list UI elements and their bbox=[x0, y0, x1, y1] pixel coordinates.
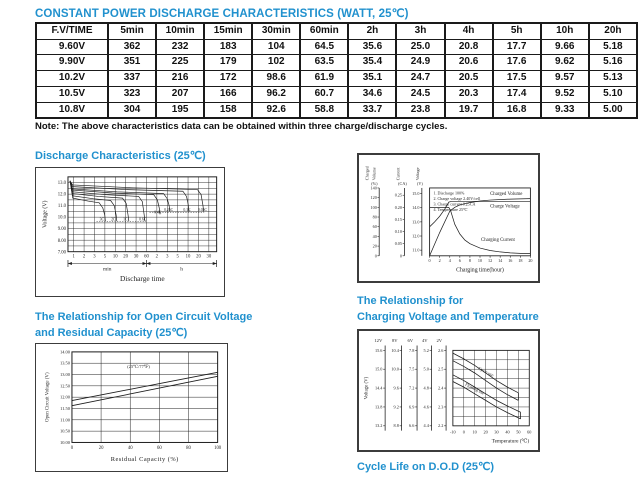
svg-text:2.3: 2.3 bbox=[438, 404, 444, 410]
svg-text:8.8: 8.8 bbox=[393, 423, 399, 429]
svg-text:1. Discharge 100%: 1. Discharge 100% bbox=[433, 190, 465, 196]
svg-text:6.9: 6.9 bbox=[409, 404, 415, 410]
table-cell: 166 bbox=[204, 86, 252, 102]
table-cell: 225 bbox=[156, 55, 204, 71]
column-header: 4h bbox=[445, 23, 493, 39]
column-header: 10min bbox=[156, 23, 204, 39]
svg-text:140: 140 bbox=[370, 185, 377, 191]
table-cell: 9.33 bbox=[541, 102, 589, 118]
svg-text:16: 16 bbox=[508, 258, 513, 264]
svg-text:10: 10 bbox=[185, 254, 191, 260]
svg-text:Volume: Volume bbox=[371, 167, 377, 181]
column-header: 10h bbox=[541, 23, 589, 39]
svg-text:30: 30 bbox=[133, 254, 139, 260]
column-header: F.V/TIME bbox=[36, 23, 108, 39]
svg-text:13.8: 13.8 bbox=[374, 404, 383, 410]
svg-text:10: 10 bbox=[112, 254, 118, 260]
svg-text:min: min bbox=[103, 266, 112, 273]
table-cell: 35.1 bbox=[348, 71, 396, 87]
svg-text:10.00: 10.00 bbox=[60, 439, 70, 445]
svg-text:(%): (%) bbox=[371, 181, 378, 187]
svg-text:30: 30 bbox=[494, 429, 499, 435]
row-header: 9.90V bbox=[36, 55, 108, 71]
svg-text:18: 18 bbox=[518, 258, 523, 264]
svg-text:2.4: 2.4 bbox=[438, 385, 444, 391]
svg-text:40: 40 bbox=[505, 429, 510, 435]
svg-text:5: 5 bbox=[103, 254, 107, 260]
svg-text:10: 10 bbox=[477, 258, 483, 264]
table-cell: 35.6 bbox=[348, 39, 396, 55]
table-cell: 304 bbox=[108, 102, 156, 118]
svg-text:0.05: 0.05 bbox=[394, 241, 402, 247]
svg-text:Temperature (℃): Temperature (℃) bbox=[491, 438, 530, 445]
svg-text:(CA): (CA) bbox=[398, 181, 407, 187]
svg-text:13.0: 13.0 bbox=[57, 181, 66, 187]
svg-text:0.20: 0.20 bbox=[394, 204, 402, 210]
column-header: 15min bbox=[204, 23, 252, 39]
table-cell: 92.6 bbox=[252, 102, 300, 118]
svg-text:2.5: 2.5 bbox=[438, 366, 444, 372]
svg-text:50: 50 bbox=[516, 429, 521, 435]
table-cell: 58.8 bbox=[300, 102, 348, 118]
svg-text:12: 12 bbox=[488, 258, 493, 264]
svg-text:0: 0 bbox=[374, 253, 377, 259]
svg-text:7.2: 7.2 bbox=[409, 385, 415, 391]
svg-text:4.4: 4.4 bbox=[423, 423, 429, 429]
svg-text:2: 2 bbox=[155, 254, 159, 260]
svg-text:40: 40 bbox=[372, 233, 377, 239]
svg-text:12V: 12V bbox=[374, 339, 383, 345]
svg-text:1C: 1C bbox=[123, 217, 128, 222]
table-cell: 5.16 bbox=[589, 55, 637, 71]
table-cell: 98.6 bbox=[252, 71, 300, 87]
svg-text:7.5: 7.5 bbox=[409, 366, 415, 372]
note-text: Note: The above characteristics data can be obtained within three charge/discharge cycles. bbox=[35, 121, 448, 132]
svg-text:Cycle use: Cycle use bbox=[477, 365, 495, 378]
svg-text:5.2: 5.2 bbox=[423, 347, 429, 353]
table-cell: 17.6 bbox=[493, 55, 541, 71]
column-header: 30min bbox=[252, 23, 300, 39]
page-title: CONSTANT POWER DISCHARGE CHARACTERISTICS (WATT, 25℃) bbox=[35, 8, 409, 20]
svg-text:20: 20 bbox=[98, 445, 104, 451]
svg-text:0.25C: 0.25C bbox=[164, 207, 174, 212]
charging-characteristics-chart bbox=[357, 153, 540, 283]
table-cell: 5.13 bbox=[589, 71, 637, 87]
table-cell: 20.6 bbox=[445, 55, 493, 71]
svg-text:10.4: 10.4 bbox=[391, 347, 399, 353]
svg-text:10: 10 bbox=[472, 429, 477, 435]
svg-text:7.8: 7.8 bbox=[409, 347, 415, 353]
cycle-life-title: Cycle Life on D.O.D (25℃) bbox=[357, 461, 495, 473]
svg-text:6.6: 6.6 bbox=[409, 423, 415, 429]
svg-text:3C: 3C bbox=[99, 217, 105, 222]
charging-chart-svg bbox=[359, 155, 538, 281]
svg-text:12.0: 12.0 bbox=[57, 192, 66, 198]
table-cell: 19.7 bbox=[445, 102, 493, 118]
ocv-chart-svg bbox=[36, 344, 227, 471]
table-cell: 96.2 bbox=[252, 86, 300, 102]
svg-text:0.4C: 0.4C bbox=[154, 210, 162, 215]
svg-text:-10: -10 bbox=[450, 429, 456, 435]
svg-text:15.0: 15.0 bbox=[412, 191, 420, 197]
svg-text:Charge Voltage: Charge Voltage bbox=[490, 204, 520, 210]
table-cell: 20.5 bbox=[445, 71, 493, 87]
table-cell: 5.18 bbox=[589, 39, 637, 55]
svg-text:0: 0 bbox=[399, 253, 402, 259]
table-cell: 25.0 bbox=[396, 39, 444, 55]
svg-text:60: 60 bbox=[527, 429, 532, 435]
table-cell: 35.4 bbox=[348, 55, 396, 71]
column-header: 3h bbox=[396, 23, 444, 39]
svg-text:13.50: 13.50 bbox=[60, 360, 70, 366]
svg-text:20: 20 bbox=[123, 254, 129, 260]
svg-text:2.6: 2.6 bbox=[438, 347, 444, 353]
svg-text:Charging time(hour): Charging time(hour) bbox=[456, 267, 504, 274]
column-header: 60min bbox=[300, 23, 348, 39]
svg-text:0: 0 bbox=[462, 429, 465, 435]
svg-text:10.50: 10.50 bbox=[60, 428, 70, 434]
discharge-chart-title: Discharge Characteristics (25℃) bbox=[35, 150, 206, 162]
row-header: 9.60V bbox=[36, 39, 108, 55]
svg-text:4V: 4V bbox=[421, 339, 428, 345]
svg-text:80: 80 bbox=[372, 214, 377, 220]
svg-text:Residual Capacity (%): Residual Capacity (%) bbox=[110, 456, 179, 464]
svg-text:13.0: 13.0 bbox=[412, 219, 420, 225]
svg-text:7.00: 7.00 bbox=[57, 250, 66, 256]
cvt-chart bbox=[357, 329, 540, 452]
svg-text:8: 8 bbox=[468, 258, 471, 264]
svg-text:0.6C: 0.6C bbox=[139, 217, 147, 222]
cvt-chart-svg bbox=[359, 331, 538, 450]
svg-text:11.0: 11.0 bbox=[57, 204, 66, 210]
svg-text:14: 14 bbox=[498, 258, 503, 264]
svg-text:0.25: 0.25 bbox=[394, 192, 402, 198]
svg-text:2: 2 bbox=[438, 258, 441, 264]
ocv-chart bbox=[35, 343, 228, 472]
table-cell: 5.10 bbox=[589, 86, 637, 102]
svg-text:11.00: 11.00 bbox=[60, 417, 70, 423]
svg-text:9.2: 9.2 bbox=[393, 404, 399, 410]
svg-text:Current: Current bbox=[395, 167, 401, 181]
table-cell: 9.66 bbox=[541, 39, 589, 55]
svg-text:3. Charge current 0.25CA: 3. Charge current 0.25CA bbox=[433, 201, 476, 207]
svg-text:11.50: 11.50 bbox=[60, 405, 70, 411]
svg-text:20: 20 bbox=[528, 258, 533, 264]
svg-text:Open Circuit Voltage (V): Open Circuit Voltage (V) bbox=[45, 372, 51, 422]
table-cell: 351 bbox=[108, 55, 156, 71]
table-cell: 64.5 bbox=[300, 39, 348, 55]
ocv-title-line2: and Residual Capacity (25℃) bbox=[35, 326, 188, 339]
svg-text:0.05C: 0.05C bbox=[197, 207, 207, 212]
cvt-chart-title bbox=[357, 294, 539, 325]
table-cell: 158 bbox=[204, 102, 252, 118]
svg-text:12.0: 12.0 bbox=[412, 233, 420, 239]
svg-text:12.50: 12.50 bbox=[60, 383, 70, 389]
table-cell: 232 bbox=[156, 39, 204, 55]
svg-text:2V: 2V bbox=[436, 339, 443, 345]
svg-text:60: 60 bbox=[157, 445, 162, 451]
svg-text:60: 60 bbox=[144, 254, 149, 260]
svg-text:Floating use: Floating use bbox=[464, 381, 486, 396]
svg-text:Voltage (V): Voltage (V) bbox=[364, 376, 370, 400]
svg-text:20: 20 bbox=[372, 243, 377, 249]
column-header: 5h bbox=[493, 23, 541, 39]
svg-text:Charged: Charged bbox=[364, 166, 370, 181]
svg-text:8.00: 8.00 bbox=[57, 238, 66, 244]
svg-text:9.00: 9.00 bbox=[57, 227, 66, 233]
svg-text:12.00: 12.00 bbox=[60, 394, 70, 400]
table-cell: 24.9 bbox=[396, 55, 444, 71]
row-header: 10.8V bbox=[36, 102, 108, 118]
svg-text:Discharge time: Discharge time bbox=[119, 274, 165, 284]
svg-text:0.1C: 0.1C bbox=[183, 207, 191, 212]
table-cell: 17.4 bbox=[493, 86, 541, 102]
table-cell: 9.57 bbox=[541, 71, 589, 87]
table-cell: 23.8 bbox=[396, 102, 444, 118]
svg-text:4.8: 4.8 bbox=[423, 385, 429, 391]
svg-text:5: 5 bbox=[176, 254, 179, 260]
svg-text:2C: 2C bbox=[111, 217, 116, 222]
svg-text:h: h bbox=[180, 266, 183, 273]
svg-text:14.00: 14.00 bbox=[60, 349, 70, 355]
table-cell: 9.52 bbox=[541, 86, 589, 102]
svg-text:10.0: 10.0 bbox=[391, 366, 399, 372]
column-header: 5min bbox=[108, 23, 156, 39]
svg-text:0: 0 bbox=[70, 445, 74, 451]
cvt-title-line2: Charging Voltage and Temperature bbox=[357, 310, 539, 323]
svg-text:20: 20 bbox=[196, 254, 201, 260]
svg-text:2. Charge voltage 2.40V/cell: 2. Charge voltage 2.40V/cell bbox=[433, 196, 481, 202]
table-cell: 183 bbox=[204, 39, 252, 55]
table-cell: 5.00 bbox=[589, 102, 637, 118]
svg-text:60: 60 bbox=[372, 224, 377, 230]
table-cell: 195 bbox=[156, 102, 204, 118]
svg-text:40: 40 bbox=[127, 445, 133, 451]
svg-text:2.2: 2.2 bbox=[438, 423, 444, 429]
svg-text:6V: 6V bbox=[407, 339, 414, 345]
table-cell: 172 bbox=[204, 71, 252, 87]
table-cell: 17.5 bbox=[493, 71, 541, 87]
constant-power-table bbox=[35, 22, 638, 119]
svg-text:20: 20 bbox=[483, 429, 488, 435]
svg-text:9.6: 9.6 bbox=[393, 385, 399, 391]
svg-text:100: 100 bbox=[370, 204, 377, 210]
svg-text:15.0: 15.0 bbox=[374, 366, 383, 372]
cvt-title-line1: The Relationship for bbox=[357, 295, 464, 307]
table-cell: 216 bbox=[156, 71, 204, 87]
table-cell: 60.7 bbox=[300, 86, 348, 102]
discharge-chart bbox=[35, 167, 225, 297]
svg-text:Charged Volume: Charged Volume bbox=[490, 192, 523, 198]
table-cell: 104 bbox=[252, 39, 300, 55]
svg-text:0: 0 bbox=[428, 258, 431, 264]
ocv-title-line1: The Relationship for Open Circuit Voltage bbox=[35, 311, 253, 323]
table-cell: 24.5 bbox=[396, 86, 444, 102]
svg-text:100: 100 bbox=[214, 445, 222, 451]
svg-text:5.0: 5.0 bbox=[423, 366, 429, 372]
table-cell: 24.7 bbox=[396, 71, 444, 87]
svg-text:Voltage: Voltage bbox=[414, 167, 420, 181]
discharge-chart-svg bbox=[36, 168, 224, 296]
svg-text:1: 1 bbox=[72, 254, 75, 260]
svg-text:13.00: 13.00 bbox=[60, 371, 70, 377]
table-cell: 9.62 bbox=[541, 55, 589, 71]
table-cell: 20.3 bbox=[445, 86, 493, 102]
svg-text:3: 3 bbox=[166, 254, 169, 260]
column-header: 20h bbox=[589, 23, 637, 39]
table-cell: 17.7 bbox=[493, 39, 541, 55]
ocv-chart-title bbox=[35, 310, 252, 341]
svg-text:13.2: 13.2 bbox=[374, 423, 383, 429]
svg-text:0.15: 0.15 bbox=[394, 216, 402, 222]
table-cell: 362 bbox=[108, 39, 156, 55]
svg-text:4: 4 bbox=[448, 258, 451, 264]
table-cell: 63.5 bbox=[300, 55, 348, 71]
svg-text:11.0: 11.0 bbox=[412, 247, 420, 253]
svg-text:Voltage (V): Voltage (V) bbox=[42, 200, 49, 229]
svg-text:3: 3 bbox=[93, 254, 96, 260]
table-cell: 16.8 bbox=[493, 102, 541, 118]
svg-text:4.6: 4.6 bbox=[423, 404, 429, 410]
svg-text:14.0: 14.0 bbox=[412, 205, 420, 211]
svg-text:0.10: 0.10 bbox=[394, 229, 402, 235]
table-cell: 33.7 bbox=[348, 102, 396, 118]
svg-text:2: 2 bbox=[82, 254, 86, 260]
table-cell: 102 bbox=[252, 55, 300, 71]
table-cell: 61.9 bbox=[300, 71, 348, 87]
table-cell: 323 bbox=[108, 86, 156, 102]
svg-text:(25℃/77℉): (25℃/77℉) bbox=[127, 364, 150, 370]
svg-text:8V: 8V bbox=[391, 339, 398, 345]
table-cell: 207 bbox=[156, 86, 204, 102]
svg-text:15.6: 15.6 bbox=[374, 347, 383, 353]
svg-text:6: 6 bbox=[458, 258, 461, 264]
row-header: 10.2V bbox=[36, 71, 108, 87]
svg-text:14.4: 14.4 bbox=[374, 385, 383, 391]
svg-text:10.0: 10.0 bbox=[57, 215, 66, 221]
svg-text:80: 80 bbox=[186, 445, 191, 451]
table-cell: 20.8 bbox=[445, 39, 493, 55]
svg-text:(V): (V) bbox=[417, 181, 423, 187]
table-cell: 34.6 bbox=[348, 86, 396, 102]
svg-text:30: 30 bbox=[206, 254, 212, 260]
svg-text:4. Temperature 25℃: 4. Temperature 25℃ bbox=[433, 207, 468, 213]
row-header: 10.5V bbox=[36, 86, 108, 102]
table-cell: 179 bbox=[204, 55, 252, 71]
column-header: 2h bbox=[348, 23, 396, 39]
table-cell: 337 bbox=[108, 71, 156, 87]
svg-text:120: 120 bbox=[370, 195, 377, 201]
svg-text:Charging Current: Charging Current bbox=[481, 237, 515, 243]
